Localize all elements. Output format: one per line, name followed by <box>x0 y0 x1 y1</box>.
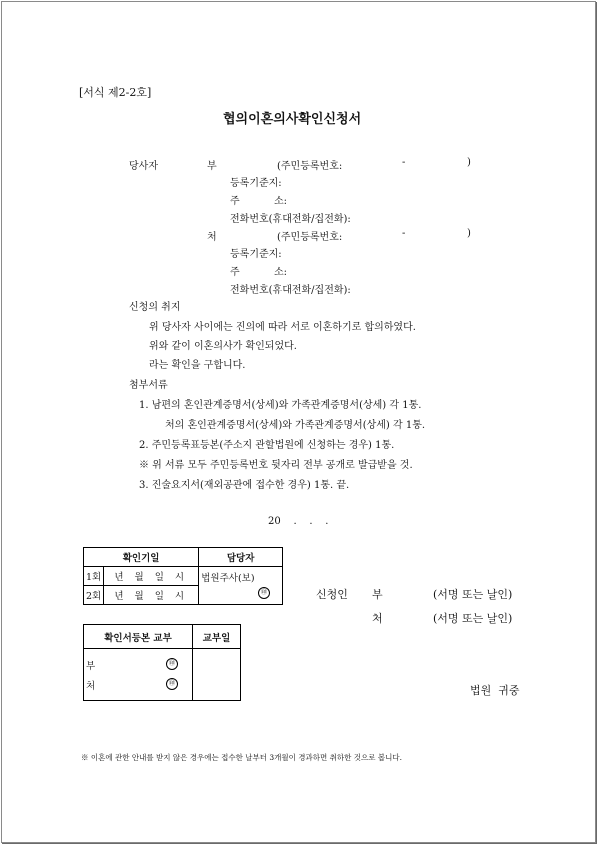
wife-id-dash: - <box>402 228 406 239</box>
copy-delivery-header: 확인서등본 교부 <box>84 625 193 649</box>
session-datetime: 년 월 일 시 <box>104 567 199 586</box>
attachment-item: 2. 주민등록표등본(주소지 관할법원에 신청하는 경우) 1통. <box>139 440 395 451</box>
delivery-date-header: 교부일 <box>193 625 241 649</box>
wife-registry-label: 등록기준지: <box>230 249 282 260</box>
wife-address-label-b: 소: <box>274 267 288 278</box>
form-number: [서식 제2-2호] <box>79 86 152 99</box>
husband-address-label-a: 주 <box>230 196 240 207</box>
applicant-wife-role: 처 <box>372 612 383 625</box>
officer-title: 법원주사(보) <box>201 573 255 584</box>
husband-phone-label: 전화번호(휴대전화/집전화): <box>230 214 351 225</box>
seal-icon: ㊞ <box>166 658 178 670</box>
seal-icon: ㊞ <box>166 678 178 690</box>
delivery-date-cell <box>193 649 241 701</box>
applicant-wife-sign: (서명 또는 날인) <box>433 612 513 625</box>
husband-id-close: ) <box>467 157 471 168</box>
wife-id-close: ) <box>467 228 471 239</box>
footnote: ※ 이혼에 관한 안내를 받지 않은 경우에는 접수한 날부터 3개월이 경과하면 취하한 것으로 봅니다. <box>81 753 402 762</box>
husband-id-dash: - <box>402 157 406 168</box>
seal-icon: ㊞ <box>258 587 270 599</box>
husband-address-label-b: 소: <box>274 196 288 207</box>
form-title: 협의이혼의사확인신청서 <box>223 112 362 127</box>
confirm-date-table <box>83 547 283 605</box>
parties-label: 당사자 <box>129 161 158 172</box>
attachment-item: 1. 남편의 혼인관계증명서(상세)와 가족관계증명서(상세) 각 1통. <box>139 400 422 411</box>
attachment-note: ※ 위 서류 모두 주민등록번호 뒷자리 전부 공개로 발급받을 것. <box>139 460 413 471</box>
purpose-line: 라는 확인을 구합니다. <box>149 360 246 371</box>
purpose-line: 위 당사자 사이에는 진의에 따라 서로 이혼하기로 합의하였다. <box>149 322 416 333</box>
copy-delivery-signatures <box>84 649 193 701</box>
officer-cell <box>199 567 283 605</box>
attachment-item: 3. 진술요지서(재외공관에 접수한 경우) 1통. 끝. <box>139 480 350 491</box>
applicant-husband-sign: (서명 또는 날인) <box>433 588 513 601</box>
court-addressee: 법원 귀중 <box>470 684 520 697</box>
copy-row-wife <box>86 678 190 692</box>
applicant-husband-role: 부 <box>372 588 383 601</box>
wife-role: 처 <box>207 232 217 243</box>
confirm-date-header: 확인기일 <box>84 548 199 567</box>
husband-role: 부 <box>207 161 217 172</box>
attachment-item: 처의 혼인관계증명서(상세)와 가족관계증명서(상세) 각 1통. <box>165 420 426 431</box>
husband-registry-label: 등록기준지: <box>230 178 282 189</box>
purpose-line: 위와 같이 이혼의사가 확인되었다. <box>149 341 297 352</box>
purpose-heading: 신청의 취지 <box>129 302 181 313</box>
copy-role-husband: 부 <box>86 660 96 672</box>
copy-role-wife: 처 <box>86 680 96 692</box>
copy-delivery-table <box>83 624 241 701</box>
wife-phone-label: 전화번호(휴대전화/집전화): <box>230 285 351 296</box>
officer-seal-wrap <box>201 587 280 599</box>
husband-id-label: (주민등록번호: <box>277 161 343 172</box>
session-datetime: 년 월 일 시 <box>104 586 199 605</box>
form-page <box>1 1 596 843</box>
wife-address-label-a: 주 <box>230 267 240 278</box>
attachments-heading: 첨부서류 <box>129 380 168 391</box>
copy-row-husband <box>86 658 190 672</box>
officer-header: 담당자 <box>199 548 283 567</box>
date-line: 20 . . . <box>268 516 329 527</box>
session-number: 2회 <box>84 586 104 605</box>
wife-id-label: (주민등록번호: <box>277 232 343 243</box>
applicant-label: 신청인 <box>316 588 348 601</box>
session-number: 1회 <box>84 567 104 586</box>
